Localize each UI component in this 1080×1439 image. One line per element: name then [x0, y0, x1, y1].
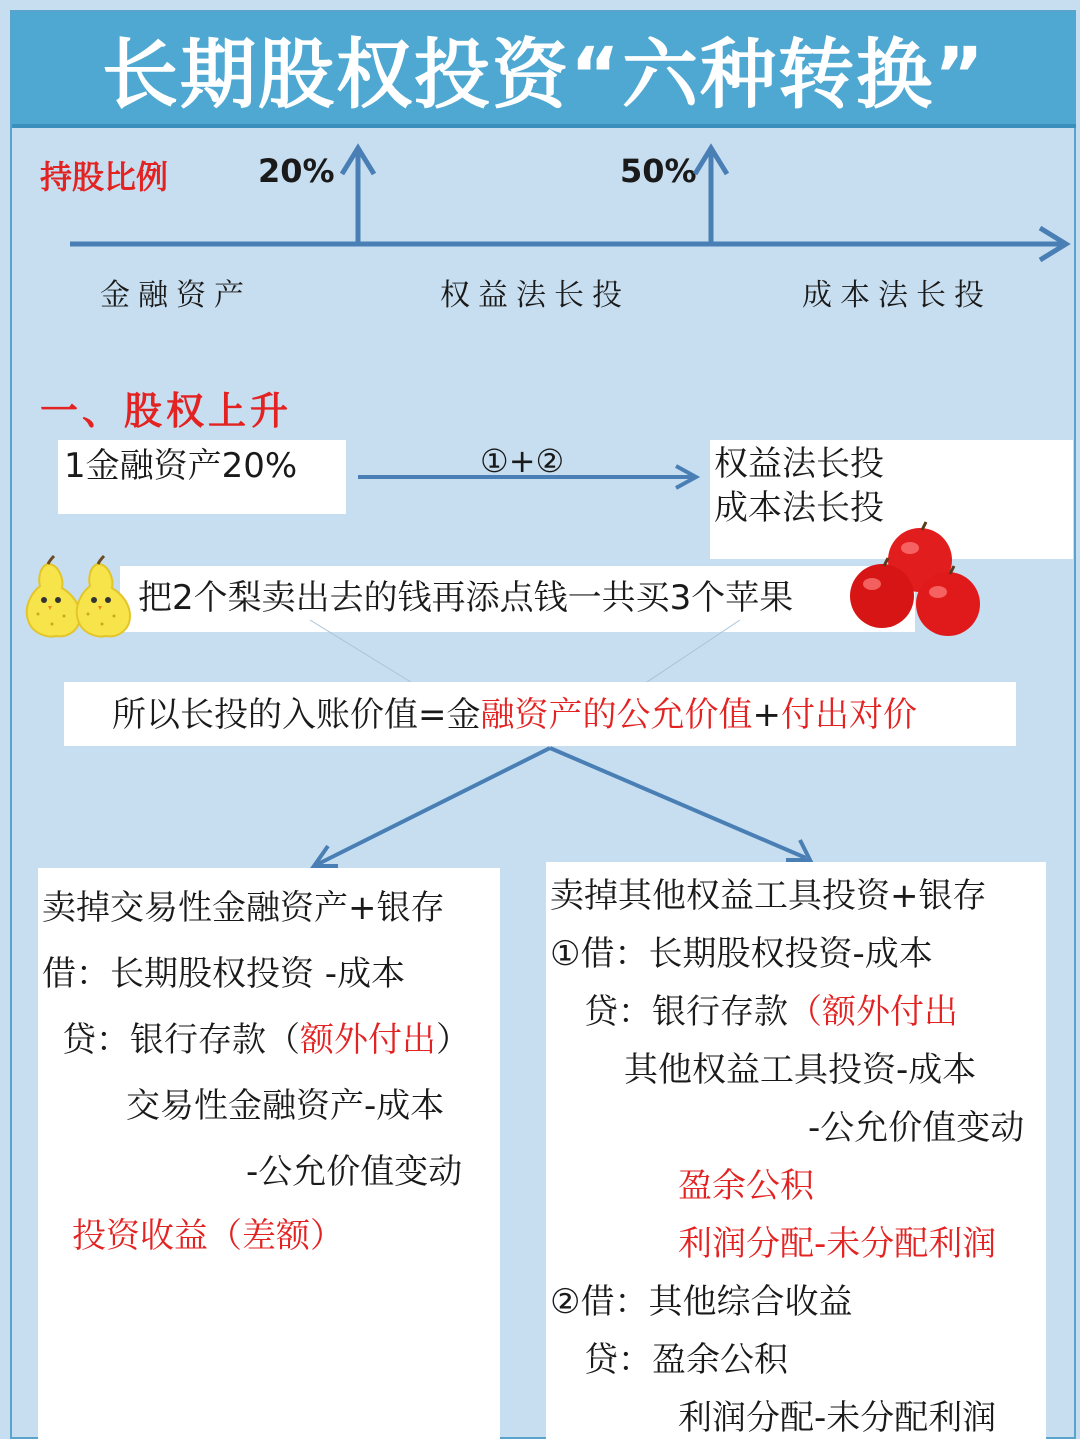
- page-title: 长期股权投资“六种转换”: [102, 29, 986, 119]
- zone-equity-method: 权益法长投: [440, 278, 630, 313]
- zone-financial-asset: 金融资产: [100, 278, 252, 313]
- to-box-line-2: 成本法长投: [714, 488, 884, 528]
- right-surplus-credit: 贷：盈余公积: [584, 1340, 788, 1380]
- left-fair-value-change: -公允价值变动: [246, 1152, 463, 1192]
- zone-cost-method: 成本法长投: [802, 278, 992, 313]
- left-trading-asset-cost: 交易性金融资产-成本: [126, 1086, 445, 1126]
- left-credit-line: [62, 1020, 470, 1060]
- arrow-label: ①+②: [480, 442, 565, 480]
- mark-20-label: 20%: [258, 152, 335, 190]
- left-debit-line: 借：长期股权投资 -成本: [42, 954, 406, 994]
- left-card-title: 卖掉交易性金融资产+银存: [42, 888, 445, 928]
- mark-50-label: 50%: [620, 152, 697, 190]
- right-card-title: 卖掉其他权益工具投资+银存: [550, 876, 987, 916]
- right-credit-line: [584, 992, 958, 1032]
- right-profit-distribution: 利润分配-未分配利润: [678, 1398, 997, 1438]
- analogy-text: 把2个梨卖出去的钱再添点钱一共买3个苹果: [138, 578, 794, 618]
- right-surplus-reserve: 盈余公积: [678, 1166, 814, 1206]
- left-credit-close: ）: [436, 1020, 470, 1060]
- formula-part-3: +: [752, 695, 781, 735]
- from-box-text: 1金融资产20%: [64, 446, 298, 486]
- left-credit-text: 贷：银行存款（: [62, 1020, 300, 1060]
- formula-part-2: 融资产的公允价值: [480, 695, 753, 735]
- ratio-label: 持股比例: [40, 158, 169, 196]
- right-extra-payment: （额外付出: [788, 992, 958, 1032]
- to-box-line-1: 权益法长投: [714, 444, 884, 484]
- section-heading: 一、股权上升: [40, 388, 293, 433]
- right-debit-line: ①借：长期股权投资-成本: [550, 934, 933, 974]
- right-oci-debit: ②借：其他综合收益: [550, 1282, 853, 1322]
- formula-part-4: 付出对价: [781, 695, 917, 735]
- right-fair-value-change: -公允价值变动: [808, 1108, 1025, 1148]
- formula-part-1: 所以长投的入账价值=金: [112, 695, 481, 735]
- right-credit-text: 贷：银行存款: [584, 992, 788, 1032]
- left-extra-payment: 额外付出: [300, 1020, 436, 1060]
- right-undistributed-profit: 利润分配-未分配利润: [678, 1224, 997, 1264]
- left-investment-income: 投资收益（差额）: [72, 1216, 344, 1256]
- right-other-equity-cost: 其他权益工具投资-成本: [624, 1050, 977, 1090]
